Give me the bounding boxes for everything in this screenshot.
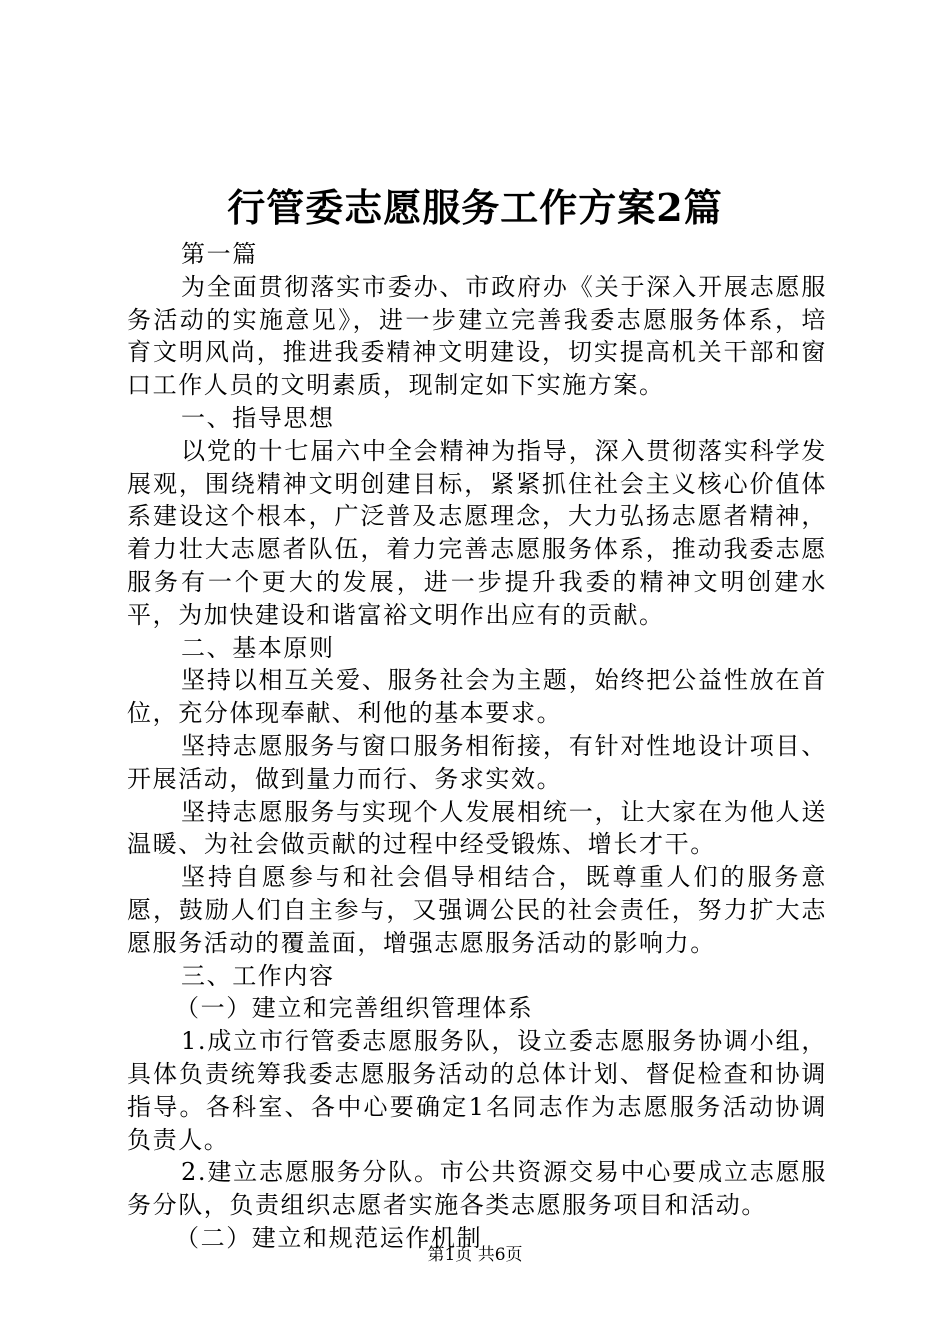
section-heading: 一、指导思想: [181, 403, 335, 432]
document-body: [127, 238, 827, 1255]
paragraph: 坚持志愿服务与窗口服务相衔接，有针对性地设计项目、开展活动，做到量力而行、务求实效。: [127, 731, 827, 793]
paragraph: 为全面贯彻落实市委办、市政府办《关于深入开展志愿服务活动的实施意见》，进一步建立完善我委志愿服务体系，培育文明风尚，推进我委精神文明建设，切实提高机关干部和窗口工作人员的文明素质，现制定如下实施方案。: [127, 272, 827, 400]
section-heading: 三、工作内容: [181, 961, 335, 990]
subsection-heading: （一）建立和完善组织管理体系: [175, 994, 534, 1023]
section-heading: 二、基本原则: [181, 633, 335, 662]
paragraph: 以党的十七届六中全会精神为指导，深入贯彻落实科学发展观，围绕精神文明创建目标，紧紧抓住社会主义核心价值体系建设这个根本，广泛普及志愿理念，大力弘扬志愿者精神，着力壮大志愿者队伍，着力完善志愿服务体系，推动我委志愿服务有一个更大的发展，进一步提升我委的精神文明创建水平，为加快建设和谐富裕文明作出应有的贡献。: [127, 436, 827, 629]
subsection-heading: （二）建立和规范运作机制: [175, 1223, 483, 1252]
section-heading: 第一篇: [181, 240, 258, 268]
paragraph: 坚持志愿服务与实现个人发展相统一，让大家在为他人送温暖、为社会做贡献的过程中经受锻炼、增长才干。: [127, 797, 827, 859]
paragraph: 坚持自愿参与和社会倡导相结合，既尊重人们的服务意愿，鼓励人们自主参与，又强调公民的社会责任，努力扩大志愿服务活动的覆盖面，增强志愿服务活动的影响力。: [127, 863, 827, 957]
page-footer: 第1页 共6页: [427, 1245, 523, 1265]
paragraph: 坚持以相互关爱、服务社会为主题，始终把公益性放在首位，充分体现奉献、利他的基本要求。: [127, 666, 827, 728]
document-title: 行管委志愿服务工作方案2篇: [227, 185, 723, 230]
paragraph: 1.成立市行管委志愿服务队，设立委志愿服务协调小组，具体负责统筹我委志愿服务活动的总体计划、督促检查和协调指导。各科室、各中心要确定1名同志作为志愿服务活动协调负责人。: [127, 1027, 827, 1154]
paragraph: 2.建立志愿服务分队。市公共资源交易中心要成立志愿服务分队，负责组织志愿者实施各类志愿服务项目和活动。: [127, 1158, 827, 1220]
